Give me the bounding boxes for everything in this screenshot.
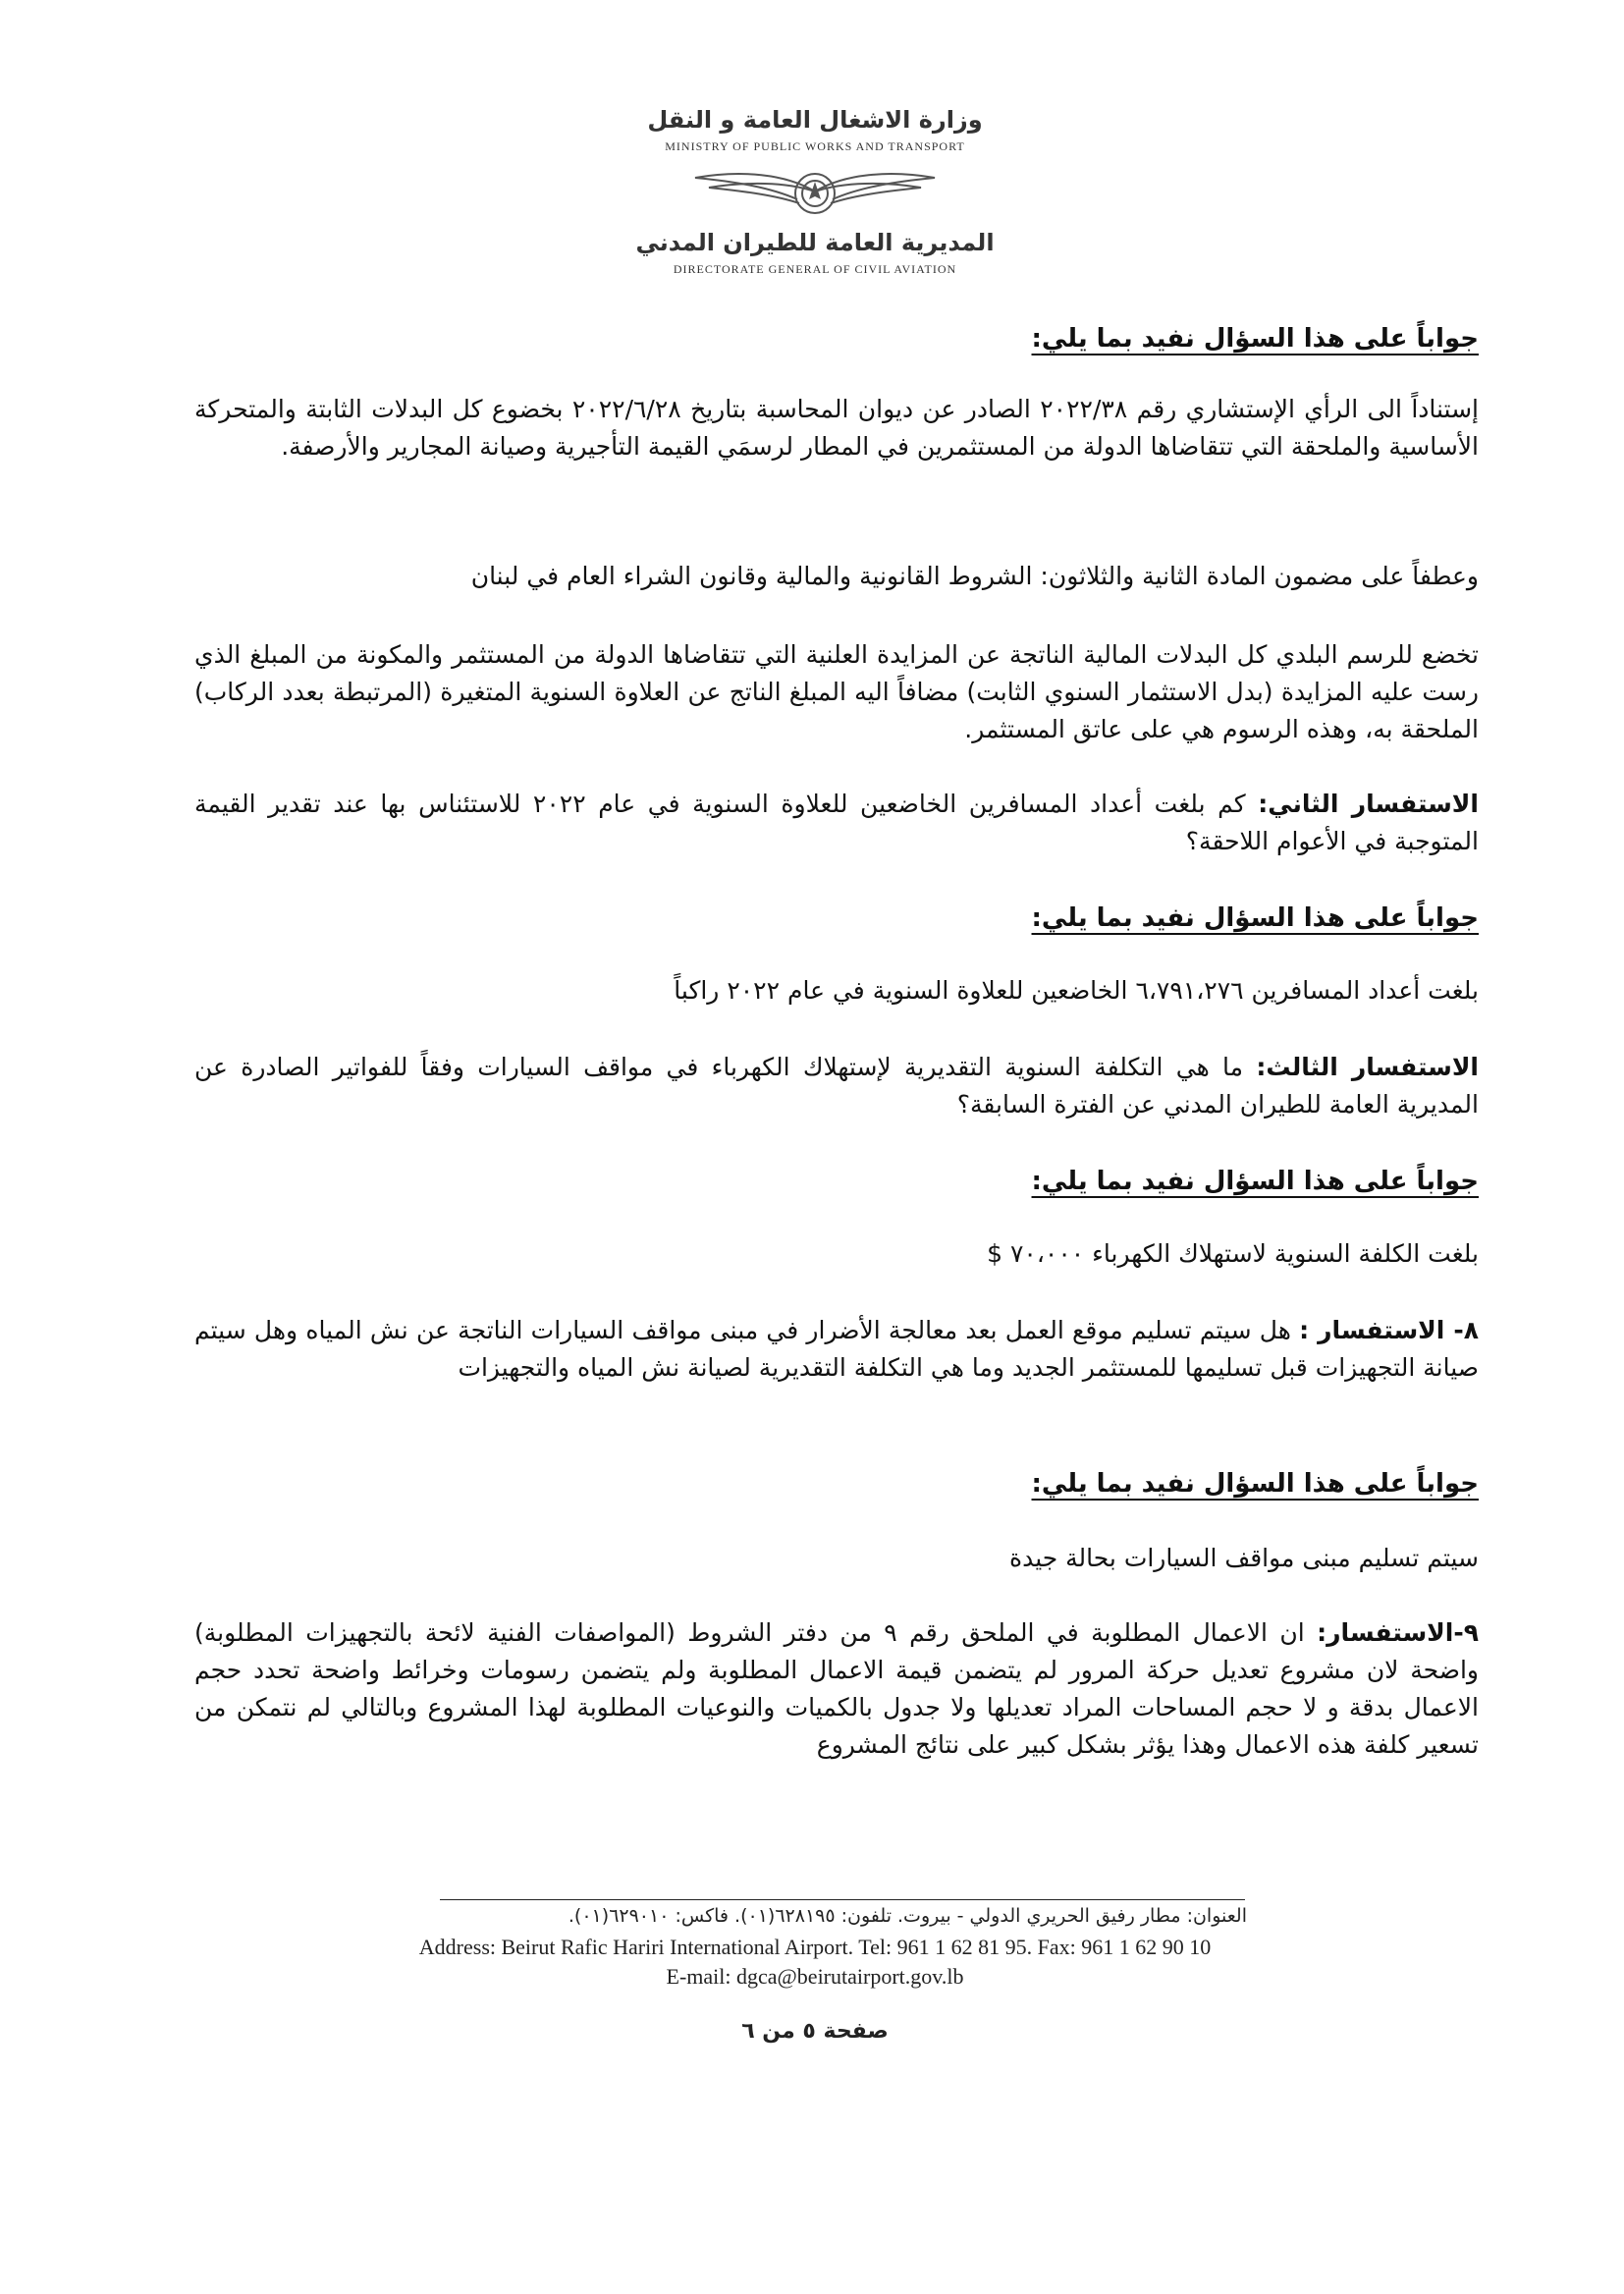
footer-address-ar: العنوان: مطار رفيق الحريري الدولي - بيروت. تلفون: ٦٢٨١٩٥(٠١). فاكس: ٦٢٩٠١٠(٠١). <box>568 1905 1247 1927</box>
letterhead <box>569 106 1060 277</box>
question-9 <box>194 1614 1479 1764</box>
question-8 <box>194 1312 1479 1387</box>
footer-email: E-mail: dgca@beirutairport.gov.lb <box>666 1964 964 1989</box>
question-8-label: ٨- الاستفسار : <box>1299 1316 1480 1344</box>
paragraph-municipal-fee: تخضع للرسم البلدي كل البدلات المالية الناتجة عن المزايدة العلنية التي تتقاضاها الدولة من المستثمر والمكونة من المبلغ الذي رست عليه المزايدة (بدل الاستثمار السنوي الثابت) مضافاً اليه المبلغ الناتج عن العلاوة السنوية المتغيرة (المرتبطة بعدد الركاب) الملحقة به، وهذه الرسوم هي على عاتق المستثمر. <box>194 640 1479 743</box>
question-3-text: ما هي التكلفة السنوية التقديرية لإستهلاك الكهرباء في مواقف السيارات وفقاً للفواتير الصادرة عن المديرية العامة للطيران المدني عن الفترة السابقة؟ <box>194 1053 1479 1119</box>
question-8-text: هل سيتم تسليم موقع العمل بعد معالجة الأضرار في مبنى مواقف السيارات الناتجة عن نش المياه وهل سيتم صيانة التجهيزات قبل تسليمها للمستثمر الجديد وما هي التكلفة التقديرية لصيانة نش المياه والتجهيزات <box>194 1316 1479 1382</box>
page-number: صفحة ٥ من ٦ <box>741 2019 889 2044</box>
footer-divider <box>440 1899 1245 1900</box>
answer-2: بلغت أعداد المسافرين ٦،٧٩١،٢٧٦ الخاضعين للعلاوة السنوية في عام ٢٠٢٢ راكباً <box>674 976 1479 1005</box>
directorate-name-en: DIRECTORATE GENERAL OF CIVIL AVIATION <box>673 262 957 276</box>
question-9-text: ان الاعمال المطلوبة في الملحق رقم ٩ من دفتر الشروط (المواصفات الفنية لائحة بالتجهيزات المطلوبة) واضحة لان مشروع تعديل حركة المرور لم يتضمن قيمة الاعمال المطلوبة ولم يتضمن رسومات وخرائط واضحة تحدد حجم الاعمال بدقة و لا حجم المساحات المراد تعديلها ولا جدول بالكميات والنوعيات المطلوبة لهذا المشروع وبالتالي لم نتمكن من تسعير كلفة هذه الاعمال وهذا يؤثر بشكل كبير على نتائج المشروع <box>194 1618 1479 1759</box>
paragraph-article-32: وعطفاً على مضمون المادة الثانية والثلاثون: الشروط القانونية والمالية وقانون الشراء العام في لبنان <box>470 562 1479 590</box>
answer-heading: جواباً على هذا السؤال نفيد بما يلي: <box>1031 1167 1479 1196</box>
question-2-label: الاستفسار الثاني: <box>1258 790 1479 818</box>
ministry-name-ar: وزارة الاشغال العامة و النقل <box>647 106 983 134</box>
answer-heading: جواباً على هذا السؤال نفيد بما يلي: <box>1031 1469 1479 1499</box>
directorate-name-ar: المديرية العامة للطيران المدني <box>635 229 995 256</box>
question-2-text: كم بلغت أعداد المسافرين الخاضعين للعلاوة السنوية في عام ٢٠٢٢ للاستئناس بها عند تقدير القيمة المتوجبة في الأعوام اللاحقة؟ <box>194 790 1479 855</box>
footer-address-en: Address: Beirut Rafic Hariri International Airport. Tel: 961 1 62 81 95. Fax: 961 1 62 90 10 <box>418 1935 1212 1959</box>
question-3 <box>194 1049 1479 1123</box>
question-9-label: ٩-الاستفسار: <box>1317 1618 1479 1647</box>
answer-3: بلغت الكلفة السنوية لاستهلاك الكهرباء ٧٠،٠٠٠ $ <box>987 1239 1479 1268</box>
ministry-name-en: MINISTRY OF PUBLIC WORKS AND TRANSPORT <box>665 139 965 153</box>
paragraph-legal-basis: إستناداً الى الرأي الإستشاري رقم ٢٠٢٢/٣٨ الصادر عن ديوان المحاسبة بتاريخ ٢٠٢٢/٦/٢٨ بخضوع كل البدلات الثابتة والمتحركة الأساسية والملحقة التي تتقاضاها الدولة من المستثمرين في المطار لرسمَي القيمة التأجيرية وصيانة المجارير والأرصفة. <box>194 395 1479 461</box>
aviation-wings-emblem-icon <box>687 160 943 223</box>
answer-heading: جواباً على هذا السؤال نفيد بما يلي: <box>1031 903 1479 933</box>
answer-heading: جواباً على هذا السؤال نفيد بما يلي: <box>1031 324 1479 354</box>
answer-8: سيتم تسليم مبنى مواقف السيارات بحالة جيدة <box>1008 1544 1479 1572</box>
question-3-label: الاستفسار الثالث: <box>1256 1053 1480 1081</box>
question-2 <box>194 786 1479 860</box>
